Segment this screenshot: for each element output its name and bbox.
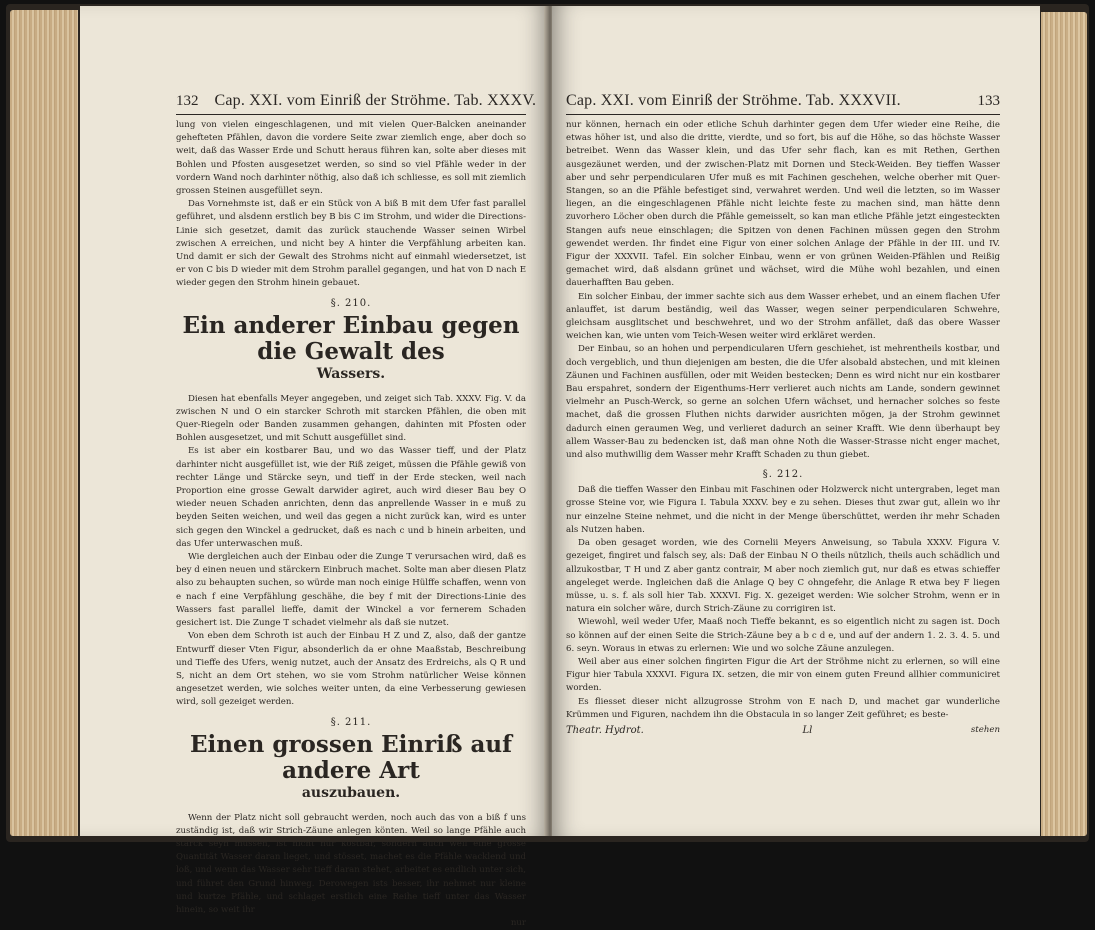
paragraph: Da oben gesaget worden, wie des Cornelii Meyers Anweisung, so Tabula XXXV. Figura V. gezeiget, fingiret und falsch sey, als: Daß der Einbau N O theils nützlich, theils auch schädlich und allzukostbar, T H und Z aber gantz contrair, M aber noch ziemlich gut, nur daß es etwas schieffer angeleget werde. Ingleichen daß die Anlage Q bey C ohngefehr, die Anlage R etwa bey F liegen müsse, u. s. f. als soll hier Tab. XXXVI. Fig. X. gezeiget werden: Wie solcher Strohm, wenn er in natura ein solcher wäre, durch Strich-Zäune zu corrigiren ist. [566, 538, 1000, 615]
paragraph: Diesen hat ebenfalls Meyer angegeben, und zeiget sich Tab. XXXV. Fig. V. da zwischen N und O ein starcker Schroth mit starcken Pfählen, die oben mit Quer-Riegeln oder Banden zusammen gehangen, dahinten mit Pfosten oder Bohlen ausgesetzet, und mit Schutt ausgefüllet sind. [176, 393, 526, 444]
footer-source: Theatr. Hydrot. [566, 724, 644, 736]
section-heading-line2: Wassers. [316, 365, 386, 382]
page-edges-left [10, 10, 78, 836]
paragraph: nur können, hernach ein oder etliche Schuh darhinter gegen dem Ufer wieder eine Reihe, die etwas höher ist, und also die dritte, vierdte, und so fort, bis auf die Höhe, so das höchste Wasser betreibet. Wenn das Wasser klein, und das Ufer sehr flach, kan es mit Rethen, Gerthen ausgezäunet werden, und der zwischen-Platz mit Dornen und Steck-Weiden. Bey tieffen Wasser aber und sehr perpendicularen Ufer muß es mit Fachinen geschehen, welche oberher mit Quer-Stangen, so an die Pfähle befestiget sind, verwahret werden. Und weil die letzten, so im Wasser liegen, an die eingeschlagenen Pfähle nicht leichte feste zu machen sind, man hätte denn zuvorhero Löcher oben durch die Pfähle gemeisselt, so kan man etliche Pfähle jetzt eingesteckten Stangen aufs neue einschlagen; die Spitzen von denen Fachinen müssen gegen den Strohm gewendet werden. Ihr findet eine Figur von einer solchen Anlage der Pfähle in der III. und IV. Figur der XXXVII. Tafel. Ein solcher Einbau, wenn er von grünen Weiden-Pfählen und Reißig gemachet wird, daß alsdann grünet und wächset, wird die Mühe wohl bezahlen, und einen dauerhafften Bau geben. [566, 120, 1000, 289]
page-footer [566, 724, 1000, 737]
section-heading-line2: auszubauen. [301, 784, 401, 801]
paragraph: Weil aber aus einer solchen fingirten Figur die Art der Ströhme nicht zu erlernen, so will eine Figur hier Tabula XXXVI. Figura IX. setzen, die mir von einem guten Freund allhier communiciret worden. [566, 656, 1000, 694]
section-number: §. 212. [762, 469, 804, 481]
paragraph: Das Vornehmste ist, daß er ein Stück von A biß B mit dem Ufer fast parallel geführet, und alsdenn erstlich bey B bis C im Strohm, und wider die Directions-Linie sich gesetzet, damit das zurück stauchende Wasser seinen Wirbel zwischen A erreichen, und nicht bey A hinter die Verpfählung arbeiten kan. Und damit er sich der Gewalt des Strohms nicht auf einmahl wiedersetzet, ist er von C bis D wieder mit dem Strohm parallel gegangen, und hat von D nach E wieder gegen den Strohm hinein gebauet. [176, 199, 526, 289]
left-running-head [176, 92, 537, 115]
paragraph: Von eben dem Schroth ist auch der Einbau H Z und Z, also, daß der gantze Entwurff dieser Vten Figur, absonderlich da er ohne Maaßstab, Beschreibung und Tieffe des Ufers, wenig nutzet, auch der Ansatz des Erdreichs, als Q R und S, nicht an dem Ort stehen, wo sie vom Strohm natürlicher Weise können angesetzet werden, wie solches weiter unten, da eine Verbesserung gewiesen wird, soll gezeiget werden. [176, 631, 526, 708]
paragraph: Wenn der Platz nicht soll gebraucht werden, noch auch das von a biß f uns zuständig ist, daß wir Strich-Zäune anlegen könten. Weil so lange Pfähle auch starck seyn müssen, ist nicht nur kostbar, sondern auch weil eine grosse Quantität Wasser daran lieget, und stösset, machet es die Pfähle wacklend und loß, und wenn das Wasser sehr tieff daran stehet, arbeitet es endlich unter sich, und führet den Grund hinweg. Derowegen ists besser, ihr nehmet nur kleine und kurtze Pfähle, und schlaget erstlich eine Reihe tieff unter das Wasser hinein, so weit ihr [176, 812, 526, 915]
paragraph: Wie dergleichen auch der Einbau oder die Zunge T verursachen wird, daß es bey d einen neuen und stärckern Einbruch machet. Solte man aber diesen Platz also zu behaupten suchen, so würde man noch einige Hülffe schaffen, wenn von e nach f eine Verpfählung geschähe, die bey f mit der Directions-Linie des Wassers fast parallel lieffe, damit der Winckel a vor fernerem Schaden gesichert ist. Die Zunge T schadet vielmehr als daß sie nutzet. [176, 552, 526, 629]
right-running-head [566, 92, 1000, 115]
left-page [80, 6, 548, 929]
paragraph: Ein solcher Einbau, der immer sachte sich aus dem Wasser erhebet, und an einem flachen Ufer anlauffet, ist darum beständig, weil das Wasser, wegen seiner perpendicularen Schwehre, gleichsam ausglitschet und beschwehret, und wo der Strohm anfället, daß das obere Wasser weichen kan, wie unten vom Teich-Wesen weiter wird erkläret werden. [566, 291, 1000, 342]
right-header-title: Cap. XXI. vom Einriß der Ströhme. Tab. XXXVII. [566, 92, 901, 109]
left-page-number: 132 [176, 93, 199, 109]
page-edges-right [1041, 12, 1087, 836]
catchword: stehen [970, 724, 1000, 735]
paragraph: Wiewohl, weil weder Ufer, Maaß noch Tieffe bekannt, es so eigentlich nicht zu sagen ist. Doch so können auf der einen Seite die Strich-Zäune bey a b c d e, und auf der andern 1. 2. 3. 4. 5. und 6. seyn. Woraus in etwas zu erlernen: Wie und wo solche Zäune anzulegen. [566, 617, 1000, 654]
paragraph: Es ist aber ein kostbarer Bau, und wo das Wasser tieff, und der Platz darhinter nicht ausgefüllet ist, wie der Riß zeiget, müssen die Pfähle gewiß von rechter Länge und Stärcke seyn, und tieff in der Erde stecken, weil nach Proportion eine grosse Gewalt darwider agiret, auch wird dieser Bau bey O wieder neuen Schaden anrichten, denn das anprellende Wasser in e muß zu beyden Seiten weichen, und weil das gegen a nicht zurück kan, wird es unter sich gegen den Winckel a gedrucket, daß es nach c und b hinein arbeiten, und das Ufer unterwaschen muß. [176, 446, 526, 549]
section-number: §. 211. [330, 716, 372, 728]
right-page [552, 6, 1040, 836]
paragraph: Es fliesset dieser nicht allzugrosse Strohm von E nach D, und machet gar wunderliche Krümmen und Figuren, nachdem ihn die Obstacula in so langer Zeit geführet; es beste- [566, 696, 1000, 720]
left-header-title: Cap. XXI. vom Einriß der Ströhme. Tab. XXXV. [214, 92, 537, 109]
section-heading: Einen grossen Einriß auf andere Art [190, 730, 512, 784]
section-number: §. 210. [330, 297, 372, 309]
paragraph: Der Einbau, so an hohen und perpendicularen Ufern geschiehet, ist mehrentheils kostbar, und doch vergeblich, und thun diejenigen am besten, die die Ufer alsobald abstechen, und mit kleinen Zäunen und Fachinen ausfüllen, oder mit Weiden bestecken; Denn es wird nicht nur ein kostbarer Bau erspahret, sondern der Eigenthums-Herr verlieret auch nichts am Lande, sondern gewinnet vielmehr an Pusch-Werck, so gerne an solchen Ufern wächset, und hernacher solches so feste machet, daß die grossen Fluthen nichts darwider ausrichten mögen, ja der Strohm gewinnet dadurch einen geraumen Weg, und verlieret dadurch an seiner Krafft. Wie denn überhaupt bey allem Wasser-Bau zu bedencken ist, daß man ohne Noth die Wasser-Strasse nicht enger machet, und also muthwillig dem Wasser mehr Krafft Schaden zu thun giebet. [566, 344, 1000, 461]
signature-mark: Ll [802, 724, 813, 736]
paragraph: Daß die tieffen Wasser den Einbau mit Faschinen oder Holzwerck nicht untergraben, leget man grosse Steine vor, wie Figura I. Tabula XXXV. bey e zu sehen. Dieses thut zwar gut, allein wo ihr nur einzelne Steine nehmet, und die nicht in der Menge überschüttet, werden ihr mehr Schaden als Nutzen haben. [566, 485, 1000, 535]
section-heading: Ein anderer Einbau gegen die Gewalt des [182, 311, 520, 365]
paragraph: lung von vielen eingeschlagenen, und mit vielen Quer-Balcken aneinander gehefteten Pfählen, davon die vordere Seite zwar ziemlich enge, aber doch so weit, daß das Wasser Erde und Schutt heraus führen kan, solte aber dieses mit Bohlen und Pfosten ausgesetzet werden, so sind so viel Pfähle weder in der vordern Wand noch darhinter nöthig, also daß ich schliesse, es soll mit ziemlich grossen Steinen ausgefüllet seyn. [176, 120, 526, 197]
right-page-number: 133 [977, 93, 1000, 109]
catchword: nur [510, 918, 526, 929]
